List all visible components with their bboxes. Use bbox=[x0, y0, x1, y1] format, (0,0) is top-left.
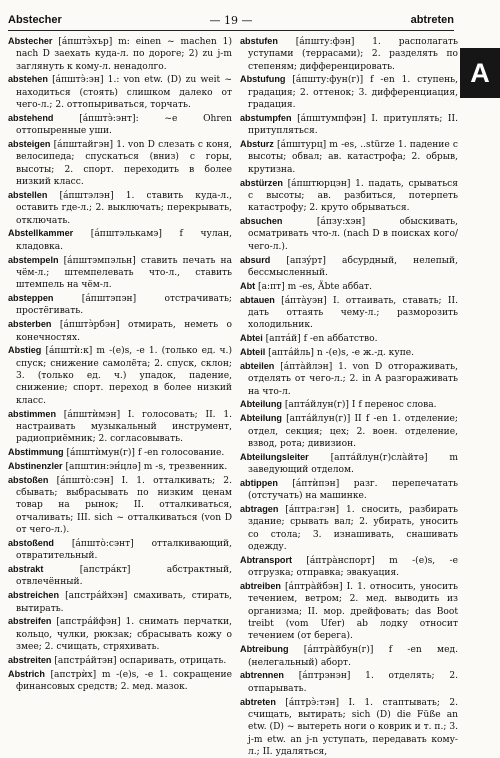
entry-definition: [áпштайгэн] 1. von D слезать с коня, велосипеда; спускаться (вниз) с горы, высоты; 2. спорт. переходить в более низкий класс. bbox=[16, 140, 232, 188]
right-column bbox=[240, 35, 458, 757]
dictionary-entry bbox=[240, 254, 458, 280]
entry-definition: [áпшту:фэн] 1. располагать уступами (террасами); 2. разделять по степеням; дифференцировать. bbox=[248, 37, 458, 72]
entry-definition: [áптрàйбэн] I. 1. относить, уносить течением, ветром; 2. мед. выводить из организма; II. мор. дрейфовать; das Boot treibt (vom Ufer) ab лодку относит течением (от берега). bbox=[248, 582, 458, 642]
entry-definition: [áпштэлэн] 1. ставить куда-л., оставить где-л.; 2. выключать; перекрывать, отключать. bbox=[16, 190, 232, 226]
entry-definition: [áпштэ̀рбэн] отмирать, неметь о конечностях. bbox=[16, 320, 232, 343]
entry-definition: [áптѝпэн] разг. перепечатать (отстучать) на машинке. bbox=[248, 479, 458, 502]
entry-headword: absteigen bbox=[8, 139, 51, 150]
dictionary-entry bbox=[240, 412, 458, 450]
entry-headword: Abstimmung bbox=[8, 447, 64, 458]
header-right-guide-word: abtreten bbox=[410, 14, 454, 26]
letter-tab: A bbox=[460, 48, 500, 98]
entry-headword: abstellen bbox=[8, 189, 48, 200]
entry-headword: abstrakt bbox=[8, 564, 44, 575]
entry-headword: Abtei bbox=[240, 333, 263, 344]
entry-definition: [áпшту:фун(г)] f -en 1. ступень, градация; 2. оттенок; 3. дифференциация, градация. bbox=[248, 75, 458, 111]
entry-headword: abteilen bbox=[240, 360, 275, 371]
entry-definition: [áпштэлькамэ] f чулан, кладовка. bbox=[16, 229, 232, 252]
entry-definition: [áпштѝ:к] m -(e)s, -e 1. (только ед. ч.) спуск; снижение самолёта; 2. спуск, склон; 3. (только ед. ч.) упадок, падение, снижение; спорт. переход в более низкий класс. bbox=[16, 346, 232, 406]
dictionary-entry bbox=[8, 474, 232, 536]
entry-definition: [áпштò:сэн] I. 1. отталкивать; 2. сбывать; выбрасывать по низким ценам товар на рынок; II. отталкиваться, отчаливать; III. sich ~ отталкиваться (von D от чего-л.). bbox=[16, 475, 232, 535]
dictionary-entry bbox=[8, 654, 232, 667]
entry-headword: Abtransport bbox=[240, 554, 293, 565]
dictionary-entry bbox=[240, 669, 458, 695]
entry-definition: [áптрàйбун(г)] f -en мед. (нелегальный) аборт. bbox=[248, 645, 458, 668]
dictionary-entry bbox=[240, 643, 458, 669]
dictionary-entry bbox=[8, 254, 232, 292]
entry-definition: [а:пт] m -es, Äbte аббат. bbox=[255, 281, 373, 292]
entry-headword: Abteil bbox=[240, 347, 266, 358]
entry-headword: absteppen bbox=[8, 293, 54, 304]
entry-headword: abstreifen bbox=[8, 616, 52, 627]
entry-headword: abstehen bbox=[8, 74, 48, 85]
dictionary-entry bbox=[8, 112, 232, 138]
dictionary-entry bbox=[8, 189, 232, 227]
left-column bbox=[8, 35, 232, 693]
entry-headword: abtauen bbox=[240, 294, 275, 305]
entry-headword: abstempeln bbox=[8, 254, 59, 265]
dictionary-entry bbox=[240, 554, 458, 580]
dictionary-entry bbox=[240, 580, 458, 642]
entry-headword: absuchen bbox=[240, 216, 283, 227]
dictionary-entry bbox=[8, 668, 232, 694]
dictionary-entry bbox=[240, 360, 458, 398]
dictionary-entry bbox=[8, 460, 232, 473]
entry-headword: Abtreibung bbox=[240, 644, 289, 655]
dictionary-entry bbox=[240, 215, 458, 253]
dictionary-entry bbox=[240, 73, 458, 111]
entry-definition: [апстрѝх] m -(e)s, -e 1. сокращение финансовых средств; 2. мед. мазок. bbox=[16, 669, 232, 693]
entry-headword: abtreten bbox=[240, 696, 276, 707]
entry-headword: Abstieg bbox=[8, 345, 42, 356]
dictionary-entry bbox=[8, 292, 232, 318]
dictionary-entry bbox=[240, 35, 458, 73]
entry-headword: abstoßend bbox=[8, 537, 54, 548]
entry-headword: abstimmen bbox=[8, 408, 57, 419]
entry-definition: [аптáйлун(г)] II f -en 1. отделение; отдел, секция; цех; 2. воен. отделение, взвод, рота; дивизион. bbox=[248, 414, 458, 449]
entry-definition: [áптàйлэн] 1. von D отгораживать, отделять от чего-л.; 2. in A разгораживать на что-л. bbox=[248, 361, 458, 397]
dictionary-entry bbox=[240, 451, 458, 477]
dictionary-entry bbox=[8, 35, 232, 73]
dictionary-entry bbox=[240, 503, 458, 553]
dictionary-entry bbox=[240, 112, 458, 138]
entry-headword: Abstufung bbox=[240, 74, 286, 85]
entry-headword: Abteilung bbox=[240, 413, 282, 424]
entry-definition: [апзýрт] абсурдный, нелепый, бессмысленный. bbox=[248, 255, 458, 278]
entry-headword: abstürzen bbox=[240, 177, 283, 188]
dictionary-entry bbox=[8, 227, 232, 253]
page-header bbox=[8, 12, 454, 31]
dictionary-entry bbox=[8, 73, 232, 111]
dictionary-entry bbox=[8, 563, 232, 589]
entry-definition: [аптáйлун(г)слàйтә] m заведующий отделом. bbox=[248, 452, 458, 476]
entry-headword: Abstrich bbox=[8, 668, 45, 679]
entry-definition: [áптрэнэн] 1. отделять; 2. отпарывать. bbox=[248, 671, 458, 694]
entry-definition: [áпштѝмун(г)] f -en голосование. bbox=[63, 448, 225, 459]
dictionary-entry bbox=[8, 589, 232, 615]
entry-definition: [апстрáкт] абстрактный, отвлечённый. bbox=[16, 565, 232, 588]
entry-definition: [áпзу:хэн] обыскивать, осматривать что-л. (nach D в поисках кого/чего-л.). bbox=[248, 217, 458, 252]
entry-headword: abstehend bbox=[8, 112, 54, 123]
entry-headword: Abteilung bbox=[240, 399, 282, 410]
entry-definition: [áпштюрцэн] 1. падать, срываться с высоты; ав. разбиться, потерпеть катастрофу; 2. круто обрываться. bbox=[248, 178, 458, 214]
entry-definition: [áпштэпэн] отстрачивать; простёгивать. bbox=[16, 294, 232, 317]
entry-definition: [áптàуэн] I. оттаивать, ставать; II. дать оттаять чему-л.; разморозить холодильник. bbox=[248, 295, 458, 331]
entry-definition: [áпштэ̀:эн] 1.: von etw. (D) zu weit ~ находиться (стоять) слишком далеко от чего-л.; 2. оттопыриваться, торчать. bbox=[16, 75, 232, 111]
dictionary-entry bbox=[8, 537, 232, 563]
entry-headword: abstreiten bbox=[8, 654, 52, 665]
dictionary-entry bbox=[240, 477, 458, 503]
entry-definition: [áпштѝмэн] I. голосовать; II. 1. настраивать музыкальный инструмент, радиоприёмник; 2. согласовывать. bbox=[16, 409, 232, 445]
entry-headword: Abstecher bbox=[8, 36, 53, 46]
entry-definition: [аптáйлун(г)] I f перенос слова. bbox=[281, 400, 437, 411]
dictionary-entry bbox=[8, 408, 232, 446]
entry-headword: absterben bbox=[8, 319, 52, 330]
entry-headword: absurd bbox=[240, 254, 271, 265]
entry-headword: Abt bbox=[240, 280, 256, 291]
dictionary-entry bbox=[8, 446, 232, 459]
entry-definition: [áпштэмпэльн] ставить печать на чём-л.; штемпелевать что-л., ставить штемпель на чём-л. bbox=[16, 255, 232, 291]
dictionary-entry bbox=[240, 346, 458, 359]
entry-definition: [апштин:эн́цлә] m -s, трезвенник. bbox=[62, 461, 228, 472]
entry-headword: abstumpfen bbox=[240, 112, 292, 123]
entry-definition: [апстрáйхэн] смахивать, стирать, вытирать. bbox=[16, 591, 232, 614]
entry-definition: [апстрáйтэн] оспаривать, отрицать. bbox=[51, 655, 227, 666]
entry-headword: Absturz bbox=[240, 139, 274, 150]
entry-headword: Abteilungsleiter bbox=[240, 451, 309, 462]
entry-headword: abstoßen bbox=[8, 474, 49, 485]
page-number: — 19 — bbox=[209, 14, 253, 27]
entry-definition: [áптрэ̀:тэн] I. 1. стаптывать; 2. счищать, вытирать; sich (D) die Füße an etw. (D) ~ вытереть ноги о коврик и т. п.; 3. j-m etw. an j-n уступать, передавать кому-л.; II. удаляться, bbox=[248, 697, 458, 757]
dictionary-entry bbox=[240, 294, 458, 332]
dictionary-entry bbox=[240, 280, 458, 293]
entry-definition: [аптáй] f -en аббатство. bbox=[262, 334, 378, 345]
dictionary-entry bbox=[240, 332, 458, 345]
dictionary-entry bbox=[8, 344, 232, 406]
entry-headword: abtippen bbox=[240, 478, 278, 488]
dictionary-entry bbox=[8, 138, 232, 188]
entry-definition: [áптрàнспорт] m -(e)s, -e отгрузка; отправка; эвакуация. bbox=[248, 555, 458, 579]
entry-definition: [áпштэ̀:энт]: ~e Ohren оттопыренные уши. bbox=[16, 113, 232, 137]
entry-headword: abtragen bbox=[240, 504, 279, 515]
entry-headword: Abstellkammer bbox=[8, 228, 74, 239]
entry-headword: abstufen bbox=[240, 36, 278, 46]
entry-headword: abtrennen bbox=[240, 670, 284, 681]
entry-definition: [áпштурц] m -es, ..stürze 1. падение с высоты; обвал; ав. катастрофа; 2. обрыв, крутизна. bbox=[248, 140, 458, 175]
dictionary-entry bbox=[240, 398, 458, 411]
entry-definition: [áпштумпфэн] I. притуплять; II. притупляться. bbox=[248, 113, 458, 137]
header-left-guide-word: Abstecher bbox=[8, 14, 62, 26]
entry-headword: abstreichen bbox=[8, 590, 60, 601]
entry-headword: abtreiben bbox=[240, 581, 281, 592]
entry-definition: [апстрáйфэн] 1. снимать перчатки, кольцо, чулки, рюкзак; сбрасывать кожу о змее; 2. счищать, стряхивать. bbox=[16, 617, 232, 653]
entry-definition: [áптра:гэн] 1. сносить, разбирать здание; срывать вал; 2. убирать, уносить со стола; 3. изнашивать, снашивать одежду. bbox=[248, 505, 458, 553]
dictionary-entry bbox=[240, 696, 458, 758]
dictionary-entry bbox=[8, 318, 232, 344]
entry-definition: [аптáйль] n -(e)s, -e ж.-д. купе. bbox=[265, 348, 415, 359]
entry-definition: [áпштò:сэнт] отталкивающий, отвратительный. bbox=[16, 538, 232, 562]
dictionary-entry bbox=[8, 615, 232, 653]
entry-headword: Abstinenzler bbox=[8, 460, 63, 471]
dictionary-entry bbox=[240, 177, 458, 215]
entry-definition: [áпштэ̀хър] m: einen ~ machen 1) nach D заехать куда-л. по дороге; 2) zu j-m заглянуть к кому-л. ненадолго. bbox=[16, 37, 232, 72]
dictionary-entry bbox=[240, 138, 458, 176]
